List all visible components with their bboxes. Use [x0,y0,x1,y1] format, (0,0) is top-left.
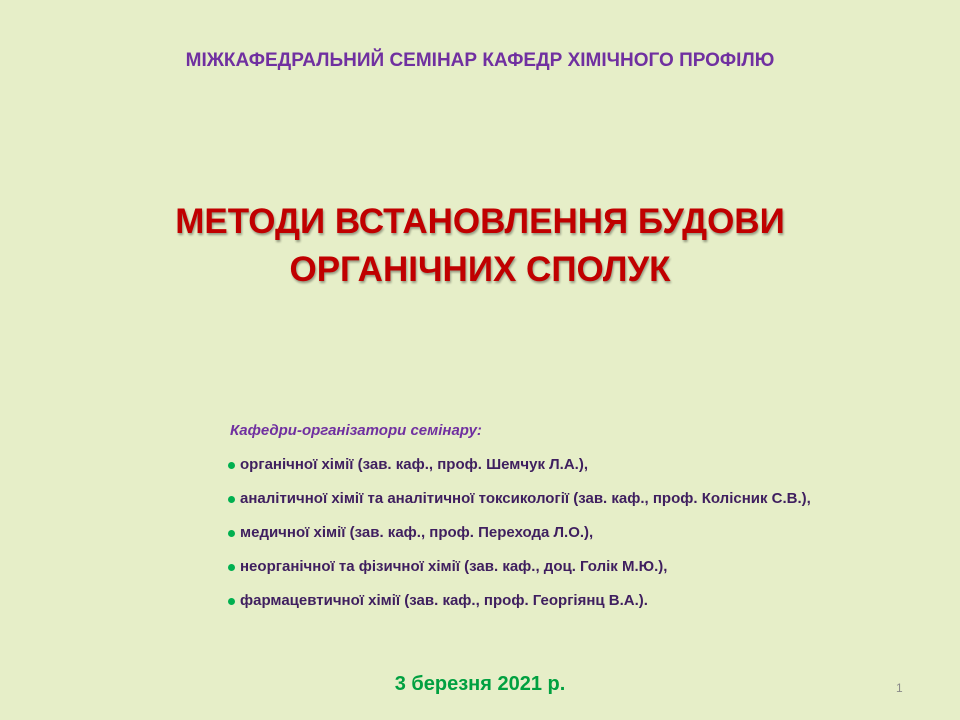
organizer-text: фармацевтичної хімії (зав. каф., проф. Георгіянц В.А.). [240,592,648,609]
page-number: 1 [896,681,903,695]
organizer-item [228,556,953,578]
organizer-item [228,454,953,476]
organizer-item [228,590,953,612]
bullet-icon [228,462,235,469]
organizer-item [228,522,953,544]
organizer-item [228,488,953,510]
bullet-icon [228,564,235,571]
organizer-text: аналітичної хімії та аналітичної токсикології (зав. каф., проф. Колісник С.В.), [240,490,811,507]
organizer-text: органічної хімії (зав. каф., проф. Шемчук Л.А.), [240,456,588,473]
bullet-icon [228,496,235,503]
title-line-1: МЕТОДИ ВСТАНОВЛЕННЯ БУДОВИ [175,202,785,241]
title-line-2: ОРГАНІЧНИХ СПОЛУК [289,250,671,289]
slide-title [0,198,960,294]
seminar-header: МІЖКАФЕДРАЛЬНИЙ СЕМІНАР КАФЕДР ХІМІЧНОГО ПРОФІЛЮ [185,50,775,71]
bullet-icon [228,598,235,605]
organizers-heading: Кафедри-організатори семінару: [230,422,482,439]
bullet-icon [228,530,235,537]
organizer-text: неорганічної та фізичної хімії (зав. каф., доц. Голік М.Ю.), [240,558,668,575]
organizer-text: медичної хімії (зав. каф., проф. Перехода Л.О.), [240,524,594,541]
seminar-date: 3 березня 2021 р. [394,673,566,695]
organizers-block [228,420,953,624]
